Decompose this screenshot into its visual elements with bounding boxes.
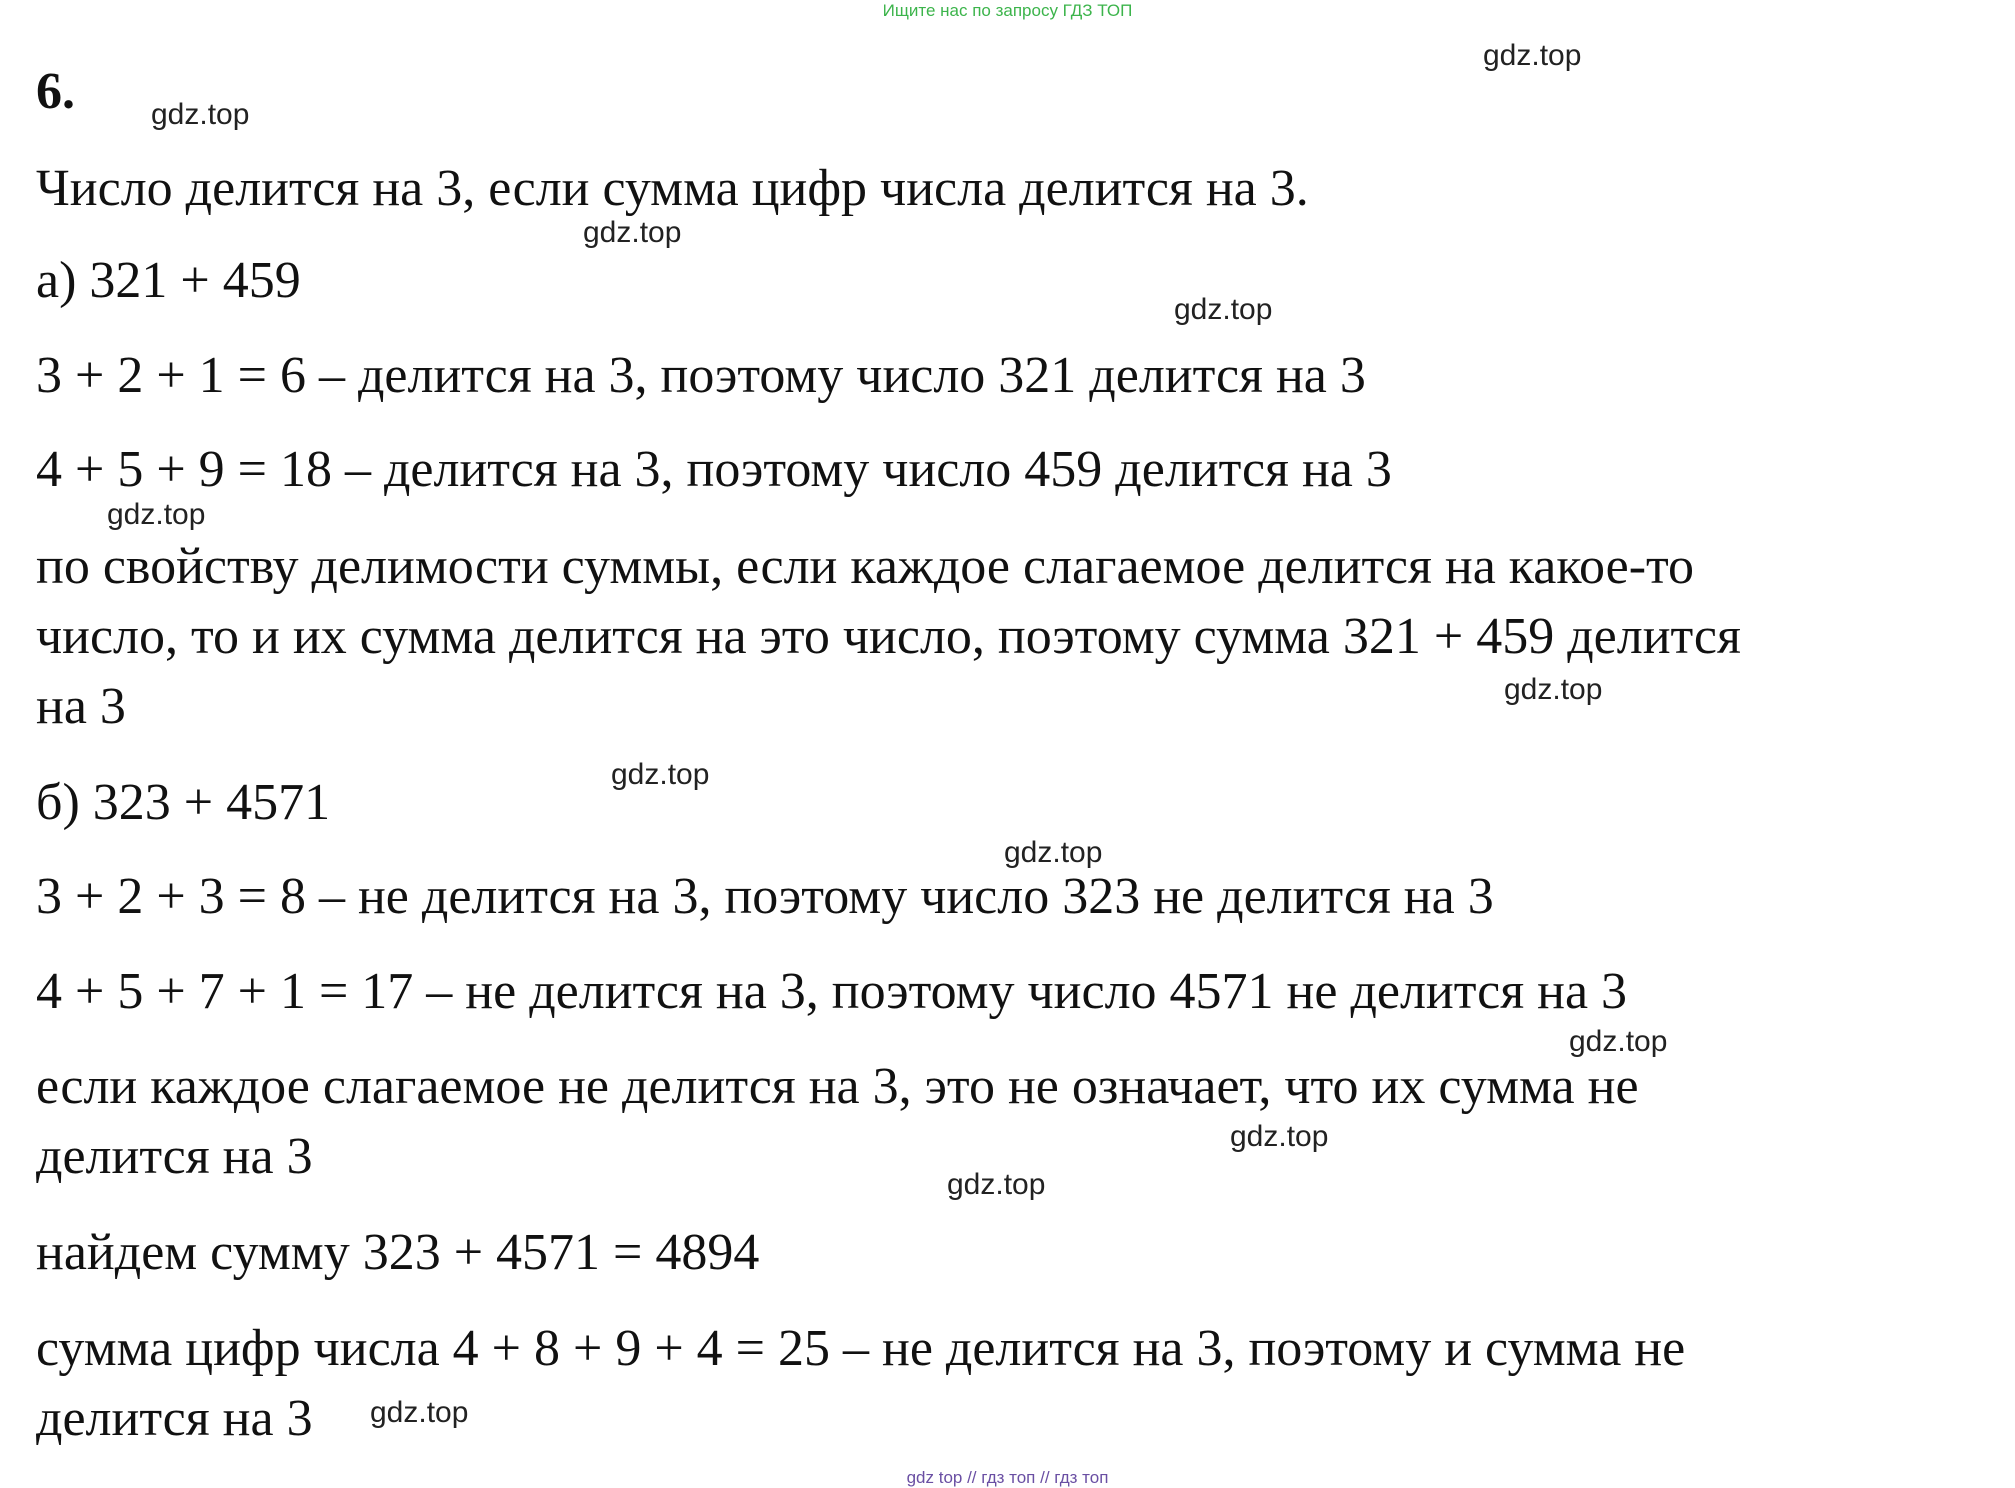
text-line: найдем сумму 323 + 4571 = 4894 — [36, 1224, 760, 1281]
text-line: на 3 — [36, 678, 126, 735]
text-line: б) 323 + 4571 — [36, 774, 331, 831]
watermark: gdz.top — [1483, 39, 1582, 72]
watermark: gdz.top — [1174, 293, 1273, 326]
watermark: gdz.top — [947, 1168, 1046, 1201]
text-line: а) 321 + 459 — [36, 252, 301, 309]
text-line: 4 + 5 + 9 = 18 – делится на 3, поэтому число 459 делится на 3 — [36, 441, 1392, 498]
header-banner: Ищите нас по запросу ГДЗ ТОП — [882, 1, 1133, 20]
watermark: gdz.top — [151, 98, 250, 131]
text-line: число, то и их сумма делится на это число, поэтому сумма 321 + 459 делится — [36, 608, 1741, 665]
text-line: 3 + 2 + 1 = 6 – делится на 3, поэтому число 321 делится на 3 — [36, 347, 1366, 404]
watermark: gdz.top — [1004, 836, 1103, 869]
text-line: если каждое слагаемое не делится на 3, это не означает, что их сумма не — [36, 1058, 1639, 1115]
watermark: gdz.top — [107, 498, 206, 531]
watermark: gdz.top — [583, 216, 682, 249]
text-line: 3 + 2 + 3 = 8 – не делится на 3, поэтому число 323 не делится на 3 — [36, 868, 1494, 925]
watermark: gdz.top — [611, 758, 710, 791]
text-line: делится на 3 — [36, 1390, 313, 1447]
text-line: по свойству делимости суммы, если каждое слагаемое делится на какое-то — [36, 538, 1695, 595]
exercise-number: 6. — [36, 63, 75, 120]
footer-banner: gdz top // гдз топ // гдз топ — [906, 1468, 1109, 1487]
watermark: gdz.top — [370, 1396, 469, 1429]
watermark: gdz.top — [1504, 673, 1603, 706]
watermark: gdz.top — [1569, 1025, 1668, 1058]
text-line: Число делится на 3, если сумма цифр числа делится на 3. — [36, 160, 1309, 217]
text-line: сумма цифр числа 4 + 8 + 9 + 4 = 25 – не делится на 3, поэтому и сумма не — [36, 1320, 1686, 1377]
text-line: делится на 3 — [36, 1128, 313, 1185]
watermark: gdz.top — [1230, 1120, 1329, 1153]
text-line: 4 + 5 + 7 + 1 = 17 – не делится на 3, поэтому число 4571 не делится на 3 — [36, 963, 1628, 1020]
